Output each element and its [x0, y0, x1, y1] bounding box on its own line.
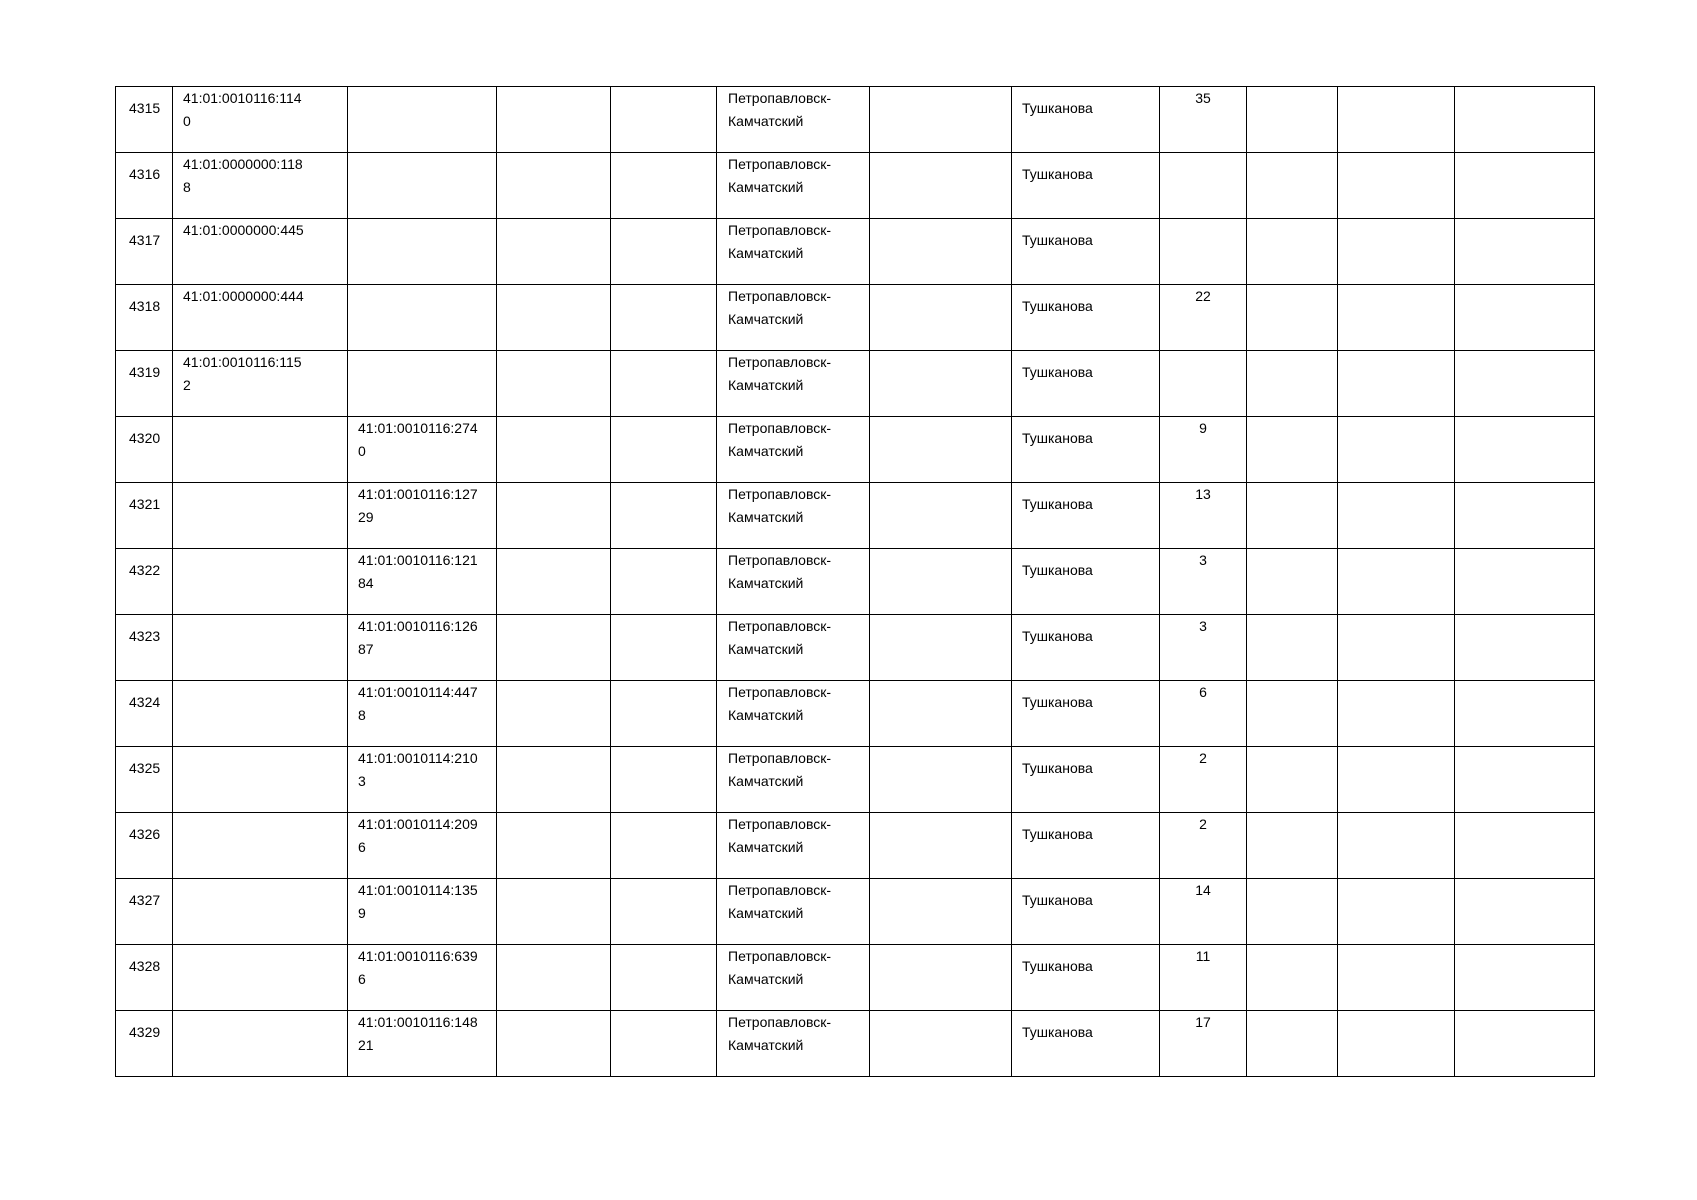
- cell-street: [1012, 813, 1160, 879]
- cell-cadastral-land-text: 41:01:0010116:1152: [183, 354, 302, 393]
- cell-street: [1012, 219, 1160, 285]
- cell-empty: [1455, 549, 1595, 615]
- cell-empty: [870, 87, 1012, 153]
- cell-cadastral-building: [348, 417, 497, 483]
- cell-empty: [1455, 813, 1595, 879]
- cell-street-text: Тушканова: [1022, 628, 1093, 644]
- cell-empty: [1338, 417, 1455, 483]
- cell-record-number-text: 4328: [129, 958, 161, 974]
- cell-street: [1012, 153, 1160, 219]
- cell-city-text: Петропавловск- Камчатский: [728, 222, 832, 261]
- cell-street: [1012, 483, 1160, 549]
- cell-cadastral-land: [173, 549, 348, 615]
- cell-house-number-text: 22: [1195, 288, 1211, 304]
- cell-cadastral-building-text: 41:01:0010114:2103: [358, 750, 478, 789]
- cell-cadastral-land: [173, 1011, 348, 1077]
- cell-house-number-text: 3: [1199, 552, 1207, 568]
- cell-empty: [1247, 747, 1338, 813]
- cell-empty: [1247, 1011, 1338, 1077]
- cell-house-number-text: 13: [1195, 486, 1211, 502]
- cell-house-number-text: 9: [1199, 420, 1207, 436]
- cell-city-text: Петропавловск- Камчатский: [728, 552, 832, 591]
- cell-empty: [497, 219, 611, 285]
- cell-street-text: Тушканова: [1022, 562, 1093, 578]
- cell-empty: [870, 351, 1012, 417]
- cell-empty: [1247, 681, 1338, 747]
- cell-house-number-text: 3: [1199, 618, 1207, 634]
- cell-empty: [497, 549, 611, 615]
- cell-record-number-text: 4316: [129, 166, 161, 182]
- cell-cadastral-building: [348, 549, 497, 615]
- cell-empty: [1455, 87, 1595, 153]
- cell-street: [1012, 351, 1160, 417]
- cell-record-number-text: 4329: [129, 1024, 161, 1040]
- cell-house-number: [1160, 945, 1247, 1011]
- cell-cadastral-land: [173, 351, 348, 417]
- cell-cadastral-building: [348, 219, 497, 285]
- cell-record-number: [116, 879, 173, 945]
- cell-empty: [1247, 285, 1338, 351]
- table-row: [116, 351, 1595, 417]
- cell-empty: [1247, 813, 1338, 879]
- cell-street-text: Тушканова: [1022, 166, 1093, 182]
- cell-cadastral-building: [348, 681, 497, 747]
- cell-empty: [1247, 87, 1338, 153]
- cell-empty: [1455, 1011, 1595, 1077]
- cell-street: [1012, 549, 1160, 615]
- table-row: [116, 945, 1595, 1011]
- cell-cadastral-building: [348, 615, 497, 681]
- cell-cadastral-building: [348, 813, 497, 879]
- cell-empty: [1338, 615, 1455, 681]
- cell-cadastral-building: [348, 879, 497, 945]
- cell-cadastral-building: [348, 945, 497, 1011]
- cell-empty: [1338, 219, 1455, 285]
- cell-record-number: [116, 153, 173, 219]
- cell-city: [717, 483, 870, 549]
- cell-empty: [611, 813, 717, 879]
- cell-record-number-text: 4323: [129, 628, 161, 644]
- cell-street-text: Тушканова: [1022, 892, 1093, 908]
- cell-empty: [497, 813, 611, 879]
- cell-cadastral-land: [173, 681, 348, 747]
- cell-cadastral-building-text: 41:01:0010114:1359: [358, 882, 478, 921]
- cell-house-number-text: 2: [1199, 750, 1207, 766]
- cell-empty: [611, 615, 717, 681]
- cell-city: [717, 879, 870, 945]
- cell-cadastral-building-text: 41:01:0010116:14821: [358, 1014, 478, 1053]
- table-row: [116, 219, 1595, 285]
- cell-empty: [1455, 681, 1595, 747]
- cell-record-number-text: 4326: [129, 826, 161, 842]
- cell-house-number-text: 35: [1195, 90, 1211, 106]
- cell-house-number-text: 11: [1195, 948, 1211, 964]
- cell-empty: [1247, 153, 1338, 219]
- cell-house-number: [1160, 285, 1247, 351]
- cell-empty: [611, 879, 717, 945]
- cell-street: [1012, 87, 1160, 153]
- address-registry-table: [115, 86, 1595, 1077]
- cell-cadastral-land-text: 41:01:0000000:1188: [183, 156, 303, 195]
- cell-empty: [611, 945, 717, 1011]
- cell-empty: [1338, 747, 1455, 813]
- cell-empty: [611, 1011, 717, 1077]
- cell-house-number: [1160, 153, 1247, 219]
- cell-empty: [1455, 945, 1595, 1011]
- cell-street-text: Тушканова: [1022, 694, 1093, 710]
- cell-empty: [1247, 351, 1338, 417]
- cell-empty: [1455, 747, 1595, 813]
- cell-empty: [870, 615, 1012, 681]
- cell-record-number: [116, 1011, 173, 1077]
- cell-empty: [611, 219, 717, 285]
- cell-city-text: Петропавловск- Камчатский: [728, 882, 832, 921]
- table-row: [116, 615, 1595, 681]
- cell-empty: [870, 681, 1012, 747]
- cell-empty: [870, 153, 1012, 219]
- cell-empty: [497, 681, 611, 747]
- cell-empty: [1455, 879, 1595, 945]
- cell-record-number: [116, 813, 173, 879]
- table-body: [116, 87, 1595, 1077]
- cell-city: [717, 549, 870, 615]
- cell-empty: [870, 219, 1012, 285]
- cell-empty: [611, 87, 717, 153]
- cell-empty: [1338, 483, 1455, 549]
- cell-empty: [1247, 945, 1338, 1011]
- cell-cadastral-land: [173, 945, 348, 1011]
- cell-city: [717, 285, 870, 351]
- cell-empty: [870, 285, 1012, 351]
- cell-city: [717, 681, 870, 747]
- cell-cadastral-land-text: 41:01:0010116:1140: [183, 90, 302, 129]
- cell-cadastral-land: [173, 417, 348, 483]
- cell-city: [717, 1011, 870, 1077]
- cell-empty: [870, 417, 1012, 483]
- cell-record-number: [116, 747, 173, 813]
- cell-empty: [1247, 483, 1338, 549]
- cell-street-text: Тушканова: [1022, 298, 1093, 314]
- cell-house-number: [1160, 87, 1247, 153]
- cell-empty: [1247, 219, 1338, 285]
- cell-cadastral-building-text: 41:01:0010116:12729: [358, 486, 478, 525]
- cell-empty: [611, 747, 717, 813]
- cell-record-number-text: 4327: [129, 892, 161, 908]
- cell-record-number: [116, 483, 173, 549]
- cell-street-text: Тушканова: [1022, 958, 1093, 974]
- cell-empty: [497, 747, 611, 813]
- cell-city-text: Петропавловск- Камчатский: [728, 618, 832, 657]
- cell-house-number-text: 17: [1195, 1014, 1211, 1030]
- cell-empty: [870, 813, 1012, 879]
- cell-cadastral-land: [173, 615, 348, 681]
- cell-city-text: Петропавловск- Камчатский: [728, 486, 832, 525]
- cell-cadastral-building-text: 41:01:0010114:4478: [358, 684, 478, 723]
- cell-record-number: [116, 549, 173, 615]
- cell-empty: [870, 483, 1012, 549]
- cell-cadastral-land: [173, 483, 348, 549]
- cell-empty: [611, 417, 717, 483]
- cell-city-text: Петропавловск- Камчатский: [728, 816, 832, 855]
- cell-house-number: [1160, 813, 1247, 879]
- cell-empty: [1455, 417, 1595, 483]
- cell-cadastral-building-text: 41:01:0010116:2740: [358, 420, 478, 459]
- cell-cadastral-land-text: 41:01:0000000:445: [183, 222, 304, 238]
- cell-street-text: Тушканова: [1022, 100, 1093, 116]
- cell-cadastral-building: [348, 351, 497, 417]
- cell-street: [1012, 945, 1160, 1011]
- cell-empty: [870, 747, 1012, 813]
- cell-empty: [1338, 681, 1455, 747]
- cell-street: [1012, 681, 1160, 747]
- cell-record-number-text: 4321: [129, 496, 161, 512]
- cell-cadastral-land: [173, 153, 348, 219]
- cell-cadastral-building: [348, 747, 497, 813]
- cell-house-number-text: 6: [1199, 684, 1207, 700]
- cell-city-text: Петропавловск- Камчатский: [728, 684, 832, 723]
- cell-empty: [1247, 549, 1338, 615]
- cell-street: [1012, 417, 1160, 483]
- cell-record-number: [116, 285, 173, 351]
- cell-empty: [497, 945, 611, 1011]
- cell-house-number: [1160, 615, 1247, 681]
- cell-street: [1012, 1011, 1160, 1077]
- cell-empty: [611, 351, 717, 417]
- cell-house-number: [1160, 351, 1247, 417]
- cell-record-number-text: 4318: [129, 298, 161, 314]
- cell-record-number-text: 4325: [129, 760, 161, 776]
- cell-city: [717, 219, 870, 285]
- cell-record-number: [116, 681, 173, 747]
- cell-empty: [870, 879, 1012, 945]
- cell-empty: [611, 153, 717, 219]
- cell-cadastral-land: [173, 813, 348, 879]
- cell-empty: [1338, 813, 1455, 879]
- cell-city-text: Петропавловск- Камчатский: [728, 354, 832, 393]
- cell-city: [717, 747, 870, 813]
- cell-empty: [497, 615, 611, 681]
- cell-cadastral-building-text: 41:01:0010116:12184: [358, 552, 478, 591]
- cell-empty: [497, 483, 611, 549]
- cell-empty: [870, 1011, 1012, 1077]
- cell-cadastral-land: [173, 747, 348, 813]
- cell-house-number: [1160, 879, 1247, 945]
- cell-record-number: [116, 87, 173, 153]
- table-row: [116, 153, 1595, 219]
- cell-empty: [611, 681, 717, 747]
- cell-city: [717, 945, 870, 1011]
- cell-house-number-text: 2: [1199, 816, 1207, 832]
- cell-city: [717, 87, 870, 153]
- cell-empty: [1455, 615, 1595, 681]
- cell-empty: [1455, 285, 1595, 351]
- cell-empty: [1338, 285, 1455, 351]
- cell-empty: [1338, 549, 1455, 615]
- cell-record-number: [116, 351, 173, 417]
- cell-cadastral-land: [173, 219, 348, 285]
- cell-street: [1012, 747, 1160, 813]
- cell-empty: [1338, 87, 1455, 153]
- cell-empty: [1247, 879, 1338, 945]
- cell-house-number: [1160, 483, 1247, 549]
- cell-street-text: Тушканова: [1022, 430, 1093, 446]
- cell-empty: [611, 549, 717, 615]
- cell-street-text: Тушканова: [1022, 1024, 1093, 1040]
- cell-street-text: Тушканова: [1022, 364, 1093, 380]
- cell-cadastral-land: [173, 87, 348, 153]
- cell-street: [1012, 615, 1160, 681]
- cell-cadastral-building: [348, 87, 497, 153]
- cell-empty: [1338, 879, 1455, 945]
- table-row: [116, 483, 1595, 549]
- cell-house-number: [1160, 549, 1247, 615]
- cell-house-number-text: 14: [1195, 882, 1211, 898]
- table-row: [116, 747, 1595, 813]
- cell-city-text: Петропавловск- Камчатский: [728, 750, 832, 789]
- cell-cadastral-land-text: 41:01:0000000:444: [183, 288, 304, 304]
- cell-cadastral-building: [348, 1011, 497, 1077]
- cell-record-number-text: 4319: [129, 364, 161, 380]
- cell-empty: [497, 1011, 611, 1077]
- cell-empty: [1455, 219, 1595, 285]
- cell-street-text: Тушканова: [1022, 826, 1093, 842]
- cell-empty: [497, 417, 611, 483]
- cell-cadastral-building: [348, 285, 497, 351]
- cell-empty: [1338, 153, 1455, 219]
- cell-empty: [497, 285, 611, 351]
- cell-city-text: Петропавловск- Камчатский: [728, 90, 832, 129]
- cell-street-text: Тушканова: [1022, 232, 1093, 248]
- cell-record-number-text: 4315: [129, 100, 161, 116]
- cell-street: [1012, 879, 1160, 945]
- cell-empty: [497, 87, 611, 153]
- cell-empty: [497, 351, 611, 417]
- cell-house-number: [1160, 747, 1247, 813]
- cell-city-text: Петропавловск- Камчатский: [728, 288, 832, 327]
- cell-city-text: Петропавловск- Камчатский: [728, 948, 832, 987]
- cell-cadastral-building: [348, 483, 497, 549]
- cell-empty: [1455, 153, 1595, 219]
- cell-empty: [611, 285, 717, 351]
- cell-street-text: Тушканова: [1022, 760, 1093, 776]
- cell-city: [717, 615, 870, 681]
- cell-city-text: Петропавловск- Камчатский: [728, 1014, 832, 1053]
- cell-cadastral-land: [173, 285, 348, 351]
- cell-record-number-text: 4324: [129, 694, 161, 710]
- cell-cadastral-building: [348, 153, 497, 219]
- cell-house-number: [1160, 417, 1247, 483]
- cell-empty: [1338, 945, 1455, 1011]
- cell-city-text: Петропавловск- Камчатский: [728, 156, 832, 195]
- cell-empty: [497, 879, 611, 945]
- cell-empty: [1338, 351, 1455, 417]
- cell-empty: [1455, 351, 1595, 417]
- cell-cadastral-land: [173, 879, 348, 945]
- cell-empty: [1455, 483, 1595, 549]
- cell-street-text: Тушканова: [1022, 496, 1093, 512]
- cell-city-text: Петропавловск- Камчатский: [728, 420, 832, 459]
- cell-city: [717, 417, 870, 483]
- cell-empty: [870, 549, 1012, 615]
- cell-empty: [1338, 1011, 1455, 1077]
- table-row: [116, 1011, 1595, 1077]
- cell-record-number-text: 4320: [129, 430, 161, 446]
- cell-street: [1012, 285, 1160, 351]
- cell-empty: [611, 483, 717, 549]
- cell-cadastral-building-text: 41:01:0010116:12687: [358, 618, 478, 657]
- cell-house-number: [1160, 219, 1247, 285]
- cell-city: [717, 153, 870, 219]
- cell-empty: [1247, 615, 1338, 681]
- table-row: [116, 681, 1595, 747]
- table-row: [116, 417, 1595, 483]
- cell-record-number: [116, 417, 173, 483]
- cell-house-number: [1160, 681, 1247, 747]
- cell-empty: [497, 153, 611, 219]
- cell-cadastral-building-text: 41:01:0010114:2096: [358, 816, 478, 855]
- table-row: [116, 549, 1595, 615]
- cell-cadastral-building-text: 41:01:0010116:6396: [358, 948, 478, 987]
- cell-empty: [1247, 417, 1338, 483]
- cell-empty: [870, 945, 1012, 1011]
- cell-city: [717, 351, 870, 417]
- cell-record-number: [116, 945, 173, 1011]
- cell-city: [717, 813, 870, 879]
- cell-record-number: [116, 615, 173, 681]
- cell-record-number-text: 4322: [129, 562, 161, 578]
- table-row: [116, 879, 1595, 945]
- cell-record-number: [116, 219, 173, 285]
- cell-house-number: [1160, 1011, 1247, 1077]
- table-row: [116, 87, 1595, 153]
- cell-record-number-text: 4317: [129, 232, 161, 248]
- table-row: [116, 285, 1595, 351]
- table-row: [116, 813, 1595, 879]
